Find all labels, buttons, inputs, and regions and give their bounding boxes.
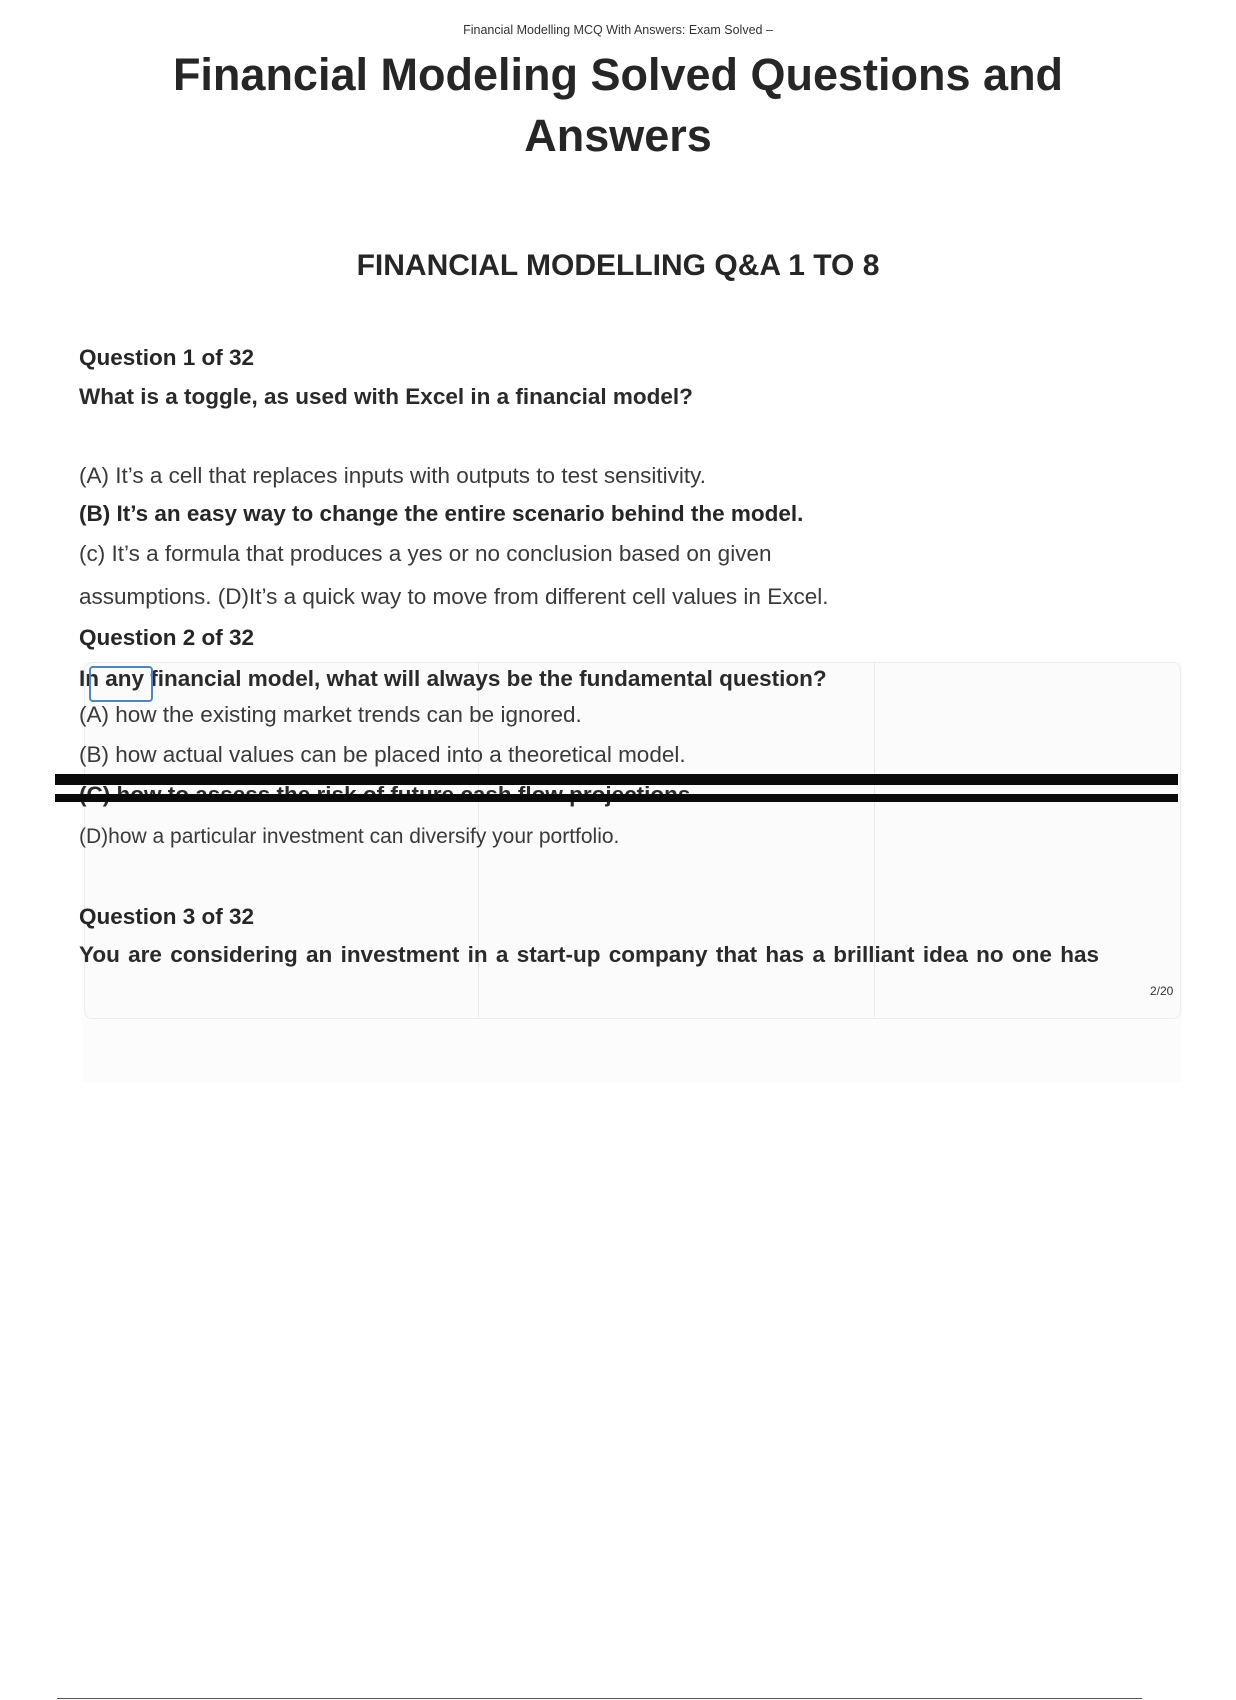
document-title-line-1: Financial Modeling Solved Questions and: [172, 49, 1064, 100]
question-1-text: What is a toggle, as used with Excel in a financial model?: [79, 384, 693, 409]
question-2-option-a: (A) how the existing market trends can be ignored.: [79, 702, 582, 727]
redaction-bar: [55, 774, 1178, 785]
section-heading: FINANCIAL MODELLING Q&A 1 TO 8: [356, 249, 880, 282]
question-2-option-d: (D)how a particular investment can diversify your portfolio.: [79, 825, 620, 848]
document-title: [0, 44, 1236, 166]
redaction-bar: [55, 794, 1178, 802]
question-1-label: Question 1 of 32: [79, 345, 255, 370]
question-1-option-a: (A) It’s a cell that replaces inputs with outputs to test sensitivity.: [79, 463, 706, 488]
question-1-option-b-correct: (B) It’s an easy way to change the entire scenario behind the model.: [79, 501, 804, 526]
text-highlight-box: [89, 666, 153, 702]
question-1-option-c: (c) It’s a formula that produces a yes or no conclusion based on given: [79, 541, 772, 566]
running-header: Financial Modelling MCQ With Answers: Exam Solved –: [463, 23, 773, 37]
question-2-text: In any financial model, what will always be the fundamental question?: [79, 666, 827, 691]
question-2-option-b: (B) how actual values can be placed into a theoretical model.: [79, 742, 686, 767]
document-title-line-2: Answers: [524, 110, 712, 161]
footer-rule: [57, 1698, 1142, 1699]
question-3-label: Question 3 of 32: [79, 904, 255, 929]
question-1-option-d: assumptions. (D)It’s a quick way to move from different cell values in Excel.: [79, 584, 829, 609]
question-2-label: Question 2 of 32: [79, 625, 255, 650]
question-3-text: You are considering an investment in a start-up company that has a brilliant idea no one has: [79, 942, 1099, 967]
page-number: 2/20: [1150, 984, 1174, 998]
